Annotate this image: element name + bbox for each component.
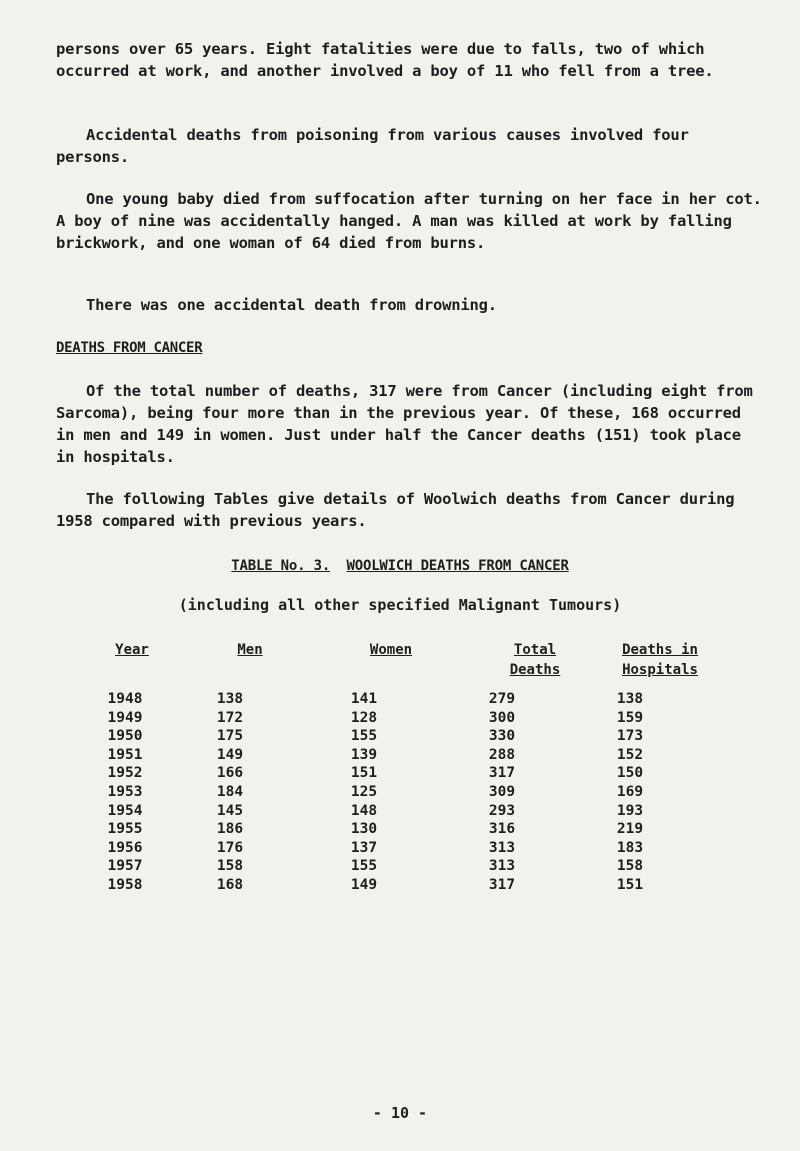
table-cell-women: 155 [350,858,378,875]
table-cell-year: 1954 [107,802,143,819]
table-cell-year: 1948 [107,691,143,707]
table-cell-hospitals: 151 [616,876,644,893]
table-cell-total: 288 [488,746,516,763]
table-cell-year: 1950 [107,728,143,745]
table-cell-total: 317 [488,765,516,782]
table-cell-total: 317 [488,876,516,893]
table-cell-year: 1952 [107,765,143,782]
table-row [80,783,694,802]
table-cell-total: 293 [488,802,516,819]
paragraph-cancer-summary: Of the total number of deaths, 317 were from Cancer (including eight from Sarcoma), being four more than in the previous year. Of these, 168 occurred in men and 149 in women. Just under half the Cancer deaths (151) took place in hospitals. [56,382,753,466]
table-cell-men: 158 [216,858,244,875]
table-cell-women: 139 [350,746,378,763]
table-cell-women: 128 [350,709,378,726]
table-cell-total: 279 [488,691,516,707]
table-cell-hospitals: 158 [616,858,644,875]
table-cell-men: 149 [216,746,244,763]
table-body [80,690,694,895]
table-cell-hospitals: 173 [616,728,644,745]
column-header-year: Year [115,642,149,658]
table-row [80,839,694,858]
table-subtitle: (including all other specified Malignant Tumours) [178,596,622,614]
table-cell-hospitals: 138 [616,691,644,707]
table-cell-year: 1956 [107,839,143,856]
table-cell-men: 145 [216,802,244,819]
paragraph-tables-intro: The following Tables give details of Woolwich deaths from Cancer during 1958 compared with previous years. [56,490,735,530]
table-row [80,876,694,895]
table-cell-women: 149 [350,876,378,893]
column-header-total-deaths: Total Deaths [509,642,561,678]
table-cell-women: 151 [350,765,378,782]
table-cell-total: 316 [488,821,516,838]
table-cell-women: 137 [350,839,378,856]
table-cell-hospitals: 152 [616,746,644,763]
table-cell-year: 1955 [107,821,143,838]
table-row [80,764,694,783]
table-title [0,558,800,574]
table-cell-hospitals: 159 [616,709,644,726]
table-cell-total: 309 [488,783,516,800]
table-number: TABLE No. 3. [231,558,331,574]
table-cell-women: 141 [350,691,378,707]
section-heading: DEATHS FROM CANCER [56,340,203,356]
table-row [80,820,694,839]
table-cell-year: 1951 [107,746,143,763]
table-cell-men: 175 [216,728,244,745]
table-cell-hospitals: 150 [616,765,644,782]
table-row [80,709,694,728]
table-cell-hospitals: 219 [616,821,644,838]
table-cell-year: 1953 [107,783,143,800]
paragraph-falls: persons over 65 years. Eight fatalities were due to falls, two of which occurred at work, and another involved a boy of 11 who fell from a tree. [56,40,714,80]
table-cell-year: 1957 [107,858,143,875]
table-cell-women: 130 [350,821,378,838]
paragraph-poisoning: Accidental deaths from poisoning from various causes involved four persons. [56,126,689,166]
table-cell-total: 300 [488,709,516,726]
table-row [80,746,694,765]
table-cell-total: 330 [488,728,516,745]
table-cell-women: 148 [350,802,378,819]
table-cell-year: 1958 [107,876,143,893]
table-cell-hospitals: 193 [616,802,644,819]
column-header-deaths-in-hospitals: Deaths in Hospitals [622,642,698,678]
table-row [80,802,694,821]
table-cell-hospitals: 183 [616,839,644,856]
table-cell-men: 138 [216,691,244,707]
paragraph-suffocation: One young baby died from suffocation after turning on her face in her cot. A boy of nine was accidentally hanged. A man was killed at work by falling brickwork, and one woman of 64 died from burns. [56,190,762,252]
table-cell-men: 176 [216,839,244,856]
table-row [80,727,694,746]
table-cell-men: 166 [216,765,244,782]
table-cell-hospitals: 169 [616,783,644,800]
cancer-deaths-table [80,690,694,895]
table-name: WOOLWICH DEATHS FROM CANCER [346,558,569,574]
table-row [80,857,694,876]
table-cell-women: 125 [350,783,378,800]
table-cell-men: 168 [216,876,244,893]
page-number: - 10 - [372,1104,428,1122]
table-cell-men: 184 [216,783,244,800]
table-cell-year: 1949 [107,709,143,726]
column-header-women: Women [369,642,413,658]
table-cell-total: 313 [488,839,516,856]
table-cell-men: 186 [216,821,244,838]
table-cell-women: 155 [350,728,378,745]
paragraph-drowning: There was one accidental death from drowning. [86,296,497,314]
table-cell-total: 313 [488,858,516,875]
table-cell-men: 172 [216,709,244,726]
table-row [80,690,694,709]
column-header-men: Men [237,642,263,658]
